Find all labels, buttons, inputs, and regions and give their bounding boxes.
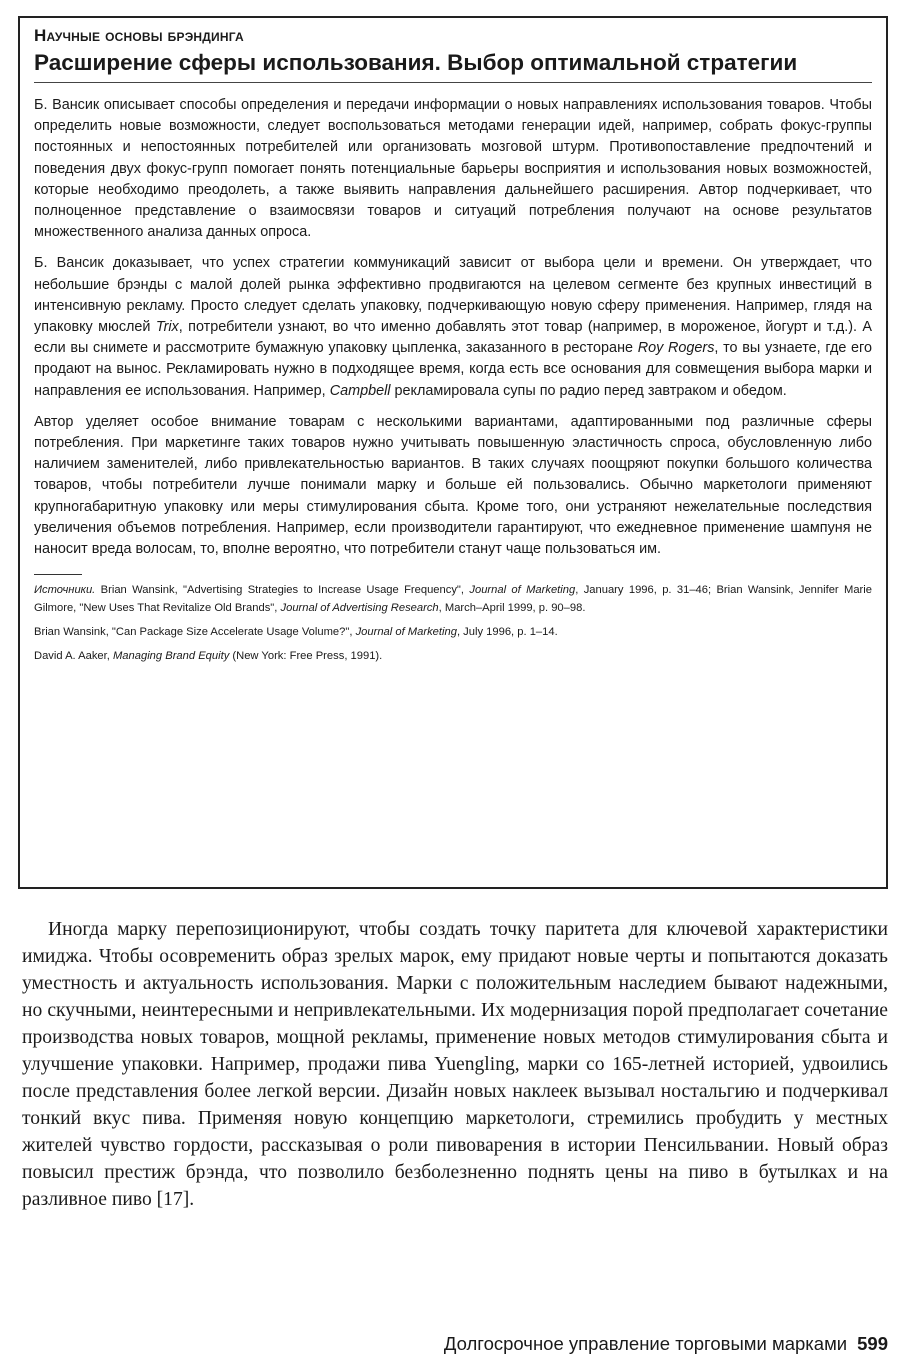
sidebar-paragraph-2 (34, 253, 872, 401)
source-3-text-b: (New York: Free Press, 1991). (229, 650, 383, 663)
sidebar-kicker (34, 26, 872, 46)
page-footer (444, 1333, 888, 1355)
source-2 (34, 623, 872, 641)
sidebar-box (18, 16, 888, 889)
source-2-journal: Journal of Marketing (355, 626, 457, 639)
sources-divider (34, 574, 82, 575)
main-body-paragraph: Иногда марку перепозиционируют, чтобы создать точку паритета для ключевой характеристики имиджа. Чтобы осовременить образ зрелых марок, ему придают новые черты и попытаются доказать уместность и актуальность использования. Марки с положительным наследием бывают надежными, но скучными, неинтересными и непривлекательными. Их модернизация порой предполагает сочетание производства новых товаров, мощной рекламы, применение новых методов стимулирования сбыта и улучшение упаковки. Например, продажи пива Yuengling, марки со 165-летней историей, удвоились после представления более легкой версии. Дизайн новых наклеек вызывал ностальгию и подчеркивал тонкий вкус пива. Применяя новую концепцию маркетологи, стремились пробудить у местных жителей чувство гордости, рассказывая о роли пивоварения в истории Пенсильвании. Новый образ повысил престиж брэнда, что позволило безболезненно поднять цены на пиво в бутылках и на разливное пиво [17]. (22, 919, 888, 1210)
source-3-book: Managing Brand Equity (112, 650, 230, 663)
sidebar-paragraph-3: Автор уделяет особое внимание товарам с несколькими вариантами, адаптированными под различные сферы потребления. При маркетинге таких товаров нужно учитывать повышенную эластичность спроса, обусловленную либо наличием заменителей, либо привлекательностью вариантов. В таких случаях поощряют покупки большого количества товаров, чтобы потребители лучше понимали марку и больше ей пользовались. Обычно маркетологи применяют крупногабаритную упаковку или меры стимулирования сбыта. Кроме того, они устраняют нежелательные последствия увеличения объемов потребления. Например, если производители гарантируют, что ежедневное применение шампуня не наносит вреда волосам, то, вполне вероятно, что потребители станут чаще пользоваться им. (34, 413, 872, 558)
sidebar-paragraph-1: Б. Вансик описывает способы определения и передачи информации о новых направлениях использования товаров. Чтобы определить новые возможности, следует воспользоваться методами генерации идей, например, собрать фокус-группы постоянных и непостоянных потребителей или организовать мозговой штурм. Противопоставление предпочтений и поведения двух фокус-групп помогает понять потенциальные барьеры восприятия и использования новых возможностей, которые необходимо преодолеть, а также выявить направления дальнейшего расширения. Автор подчеркивает, что полноценное представление о взаимосвязи товаров и ситуаций потребления получают на основе результатов множественного анализа данных опроса. (34, 82, 872, 243)
source-1-text-a: Brian Wansink, "Advertising Strategies to Increase Usage Frequency", (95, 584, 470, 597)
source-2-text-a: Brian Wansink, "Can Package Size Accelerate Usage Volume?", (34, 626, 356, 639)
source-2-text-b: , July 1996, p. 1–14. (456, 626, 558, 639)
brand-campbell: Campbell (329, 382, 391, 399)
page-number: 599 (857, 1333, 888, 1354)
sources-label: Источники. (34, 584, 96, 597)
p2-text-b: , потребители узнают, во что именно добавлять этот товар (например, в мороженое, йогурт и т.д.). А если вы снимете и рассмотрите бумажную упаковку цыпленка, заказанного в ресторане (34, 319, 872, 357)
p2-text-c: , то вы узнаете, где его продают на вынос. Рекламировать нужно в подходящее время, когда есть все основания для совмещения выбора марки и направления ее использования. Например, (34, 340, 872, 399)
source-3 (34, 647, 872, 665)
brand-trix: Trix (155, 319, 179, 336)
sidebar-title: Расширение сферы использования. Выбор оптимальной стратегии (34, 50, 798, 75)
p2-text-a: Б. Вансик доказывает, что успех стратегии коммуникаций зависит от выбора цели и времени. Он утверждает, что небольшие брэнды с малой долей рынка эффективно продвигаются на целевом сегменте без крупных инвестиций в интенсивную рекламу. Просто следует сделать упаковку, подчеркивающую новую сферу применения. Например, глядя на упаковку мюслей (34, 255, 872, 336)
source-1-journal-2: Journal of Advertising Research (280, 602, 439, 615)
source-3-text-a: David A. Aaker, (34, 650, 113, 663)
brand-roy-rogers: Roy Rogers (637, 340, 715, 357)
source-1-text-b: , January 1996, p. 31–46; Brian Wansink, Jennifer Marie Gilmore, "New Uses That Revitalize Old Brands", (34, 584, 872, 615)
p2-text-d: рекламировала супы по радио перед завтраком и обедом. (390, 382, 787, 399)
source-1-text-c: , March–April 1999, p. 90–98. (438, 602, 586, 615)
running-title: Долгосрочное управление торговыми марками (443, 1333, 848, 1354)
sidebar-kicker-text: Научные основы брэндинга (34, 26, 244, 45)
source-1 (34, 581, 872, 617)
source-1-journal-1: Journal of Marketing (469, 584, 576, 597)
